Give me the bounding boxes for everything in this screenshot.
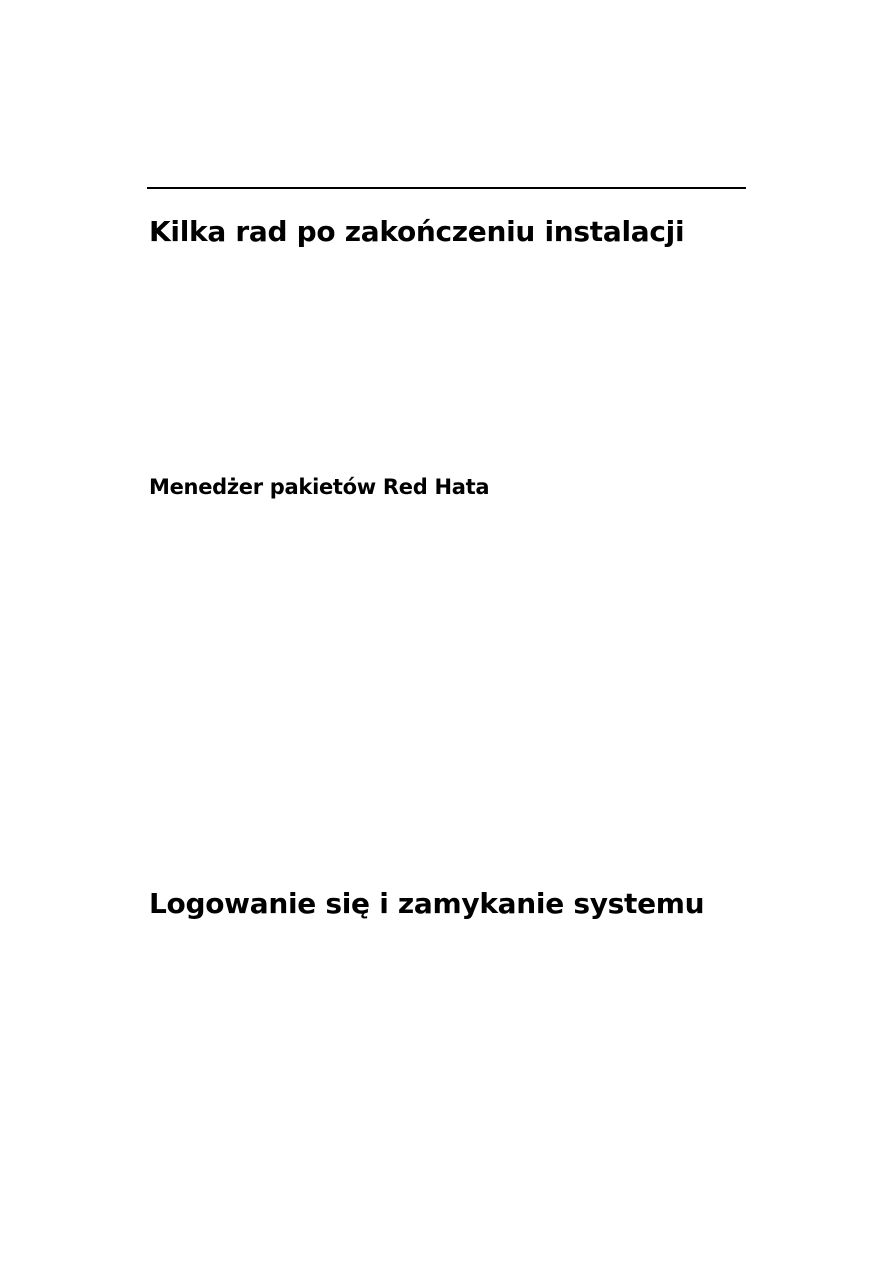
chapter-heading: Logowanie się i zamykanie systemu <box>149 887 705 920</box>
section-heading: Menedżer pakietów Red Hata <box>149 475 490 499</box>
chapter-heading: Kilka rad po zakończeniu instalacji <box>149 215 685 248</box>
chapter-divider-rule <box>147 187 746 189</box>
